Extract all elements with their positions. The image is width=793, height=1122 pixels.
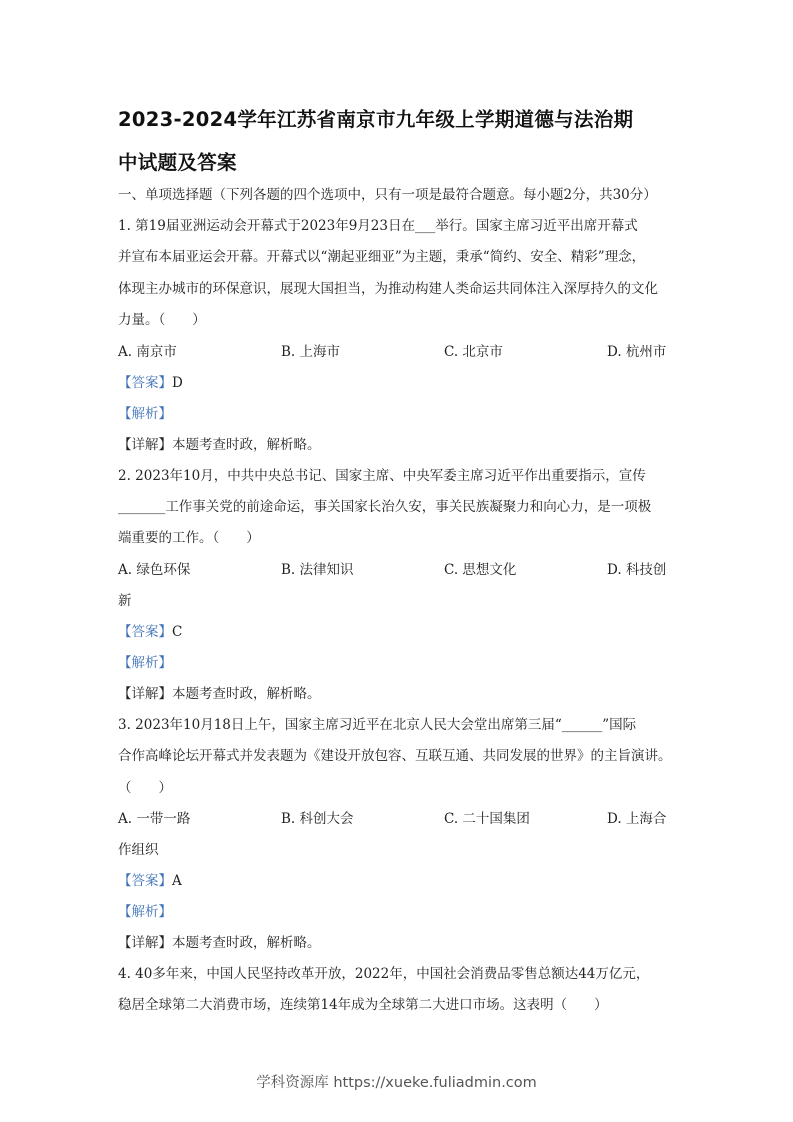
q1-stem-line: 1. 第19届亚洲运动会开幕式于2023年9月23日在___举行。国家主席习近平出席开幕式 — [118, 218, 638, 234]
q1-stem-line: 体现主办城市的环保意识，展现大国担当，为推动构建人类命运共同体注入深厚持久的文化 — [118, 281, 658, 297]
q2-stem-line: 2. 2023年10月，中共中央总书记、国家主席、中央军委主席习近平作出重要指示，宣传 — [118, 468, 646, 484]
section-heading: 一、单项选择题（下列各题的四个选项中，只有一项是最符合题意。每小题2分，共30分） — [118, 187, 657, 203]
q2-option-c: C. 思想文化 — [444, 562, 517, 578]
q2-stem-line: 端重要的工作。（ ） — [118, 530, 260, 546]
q3-detail — [118, 934, 688, 952]
q2-detail — [118, 685, 688, 703]
q3-stem-line: 3. 2023年10月18日上午，国家主席习近平在北京人民大会堂出席第三届“______”国际 — [118, 717, 637, 733]
q1-stem-line: 力量。（ ） — [118, 312, 206, 328]
q4-stem-line: 稳居全球第二大消费市场，连续第14年成为全球第二大进口市场。这表明（ ） — [118, 997, 608, 1013]
q2-answer — [118, 623, 688, 641]
q2-option-wrap: 新 — [118, 593, 132, 609]
q1-option-d: D. 杭州市 — [607, 344, 667, 360]
q2-analysis-tag: 【解析】 — [118, 655, 172, 671]
q3-answer — [118, 872, 688, 890]
detail-text: 本题考查时政，解析略。 — [172, 437, 321, 453]
q2-stem-line: _______工作事关党的前途命运，事关国家长治久安，事关民族凝聚力和向心力，是一项极 — [118, 499, 652, 515]
answer-value: A — [172, 873, 182, 889]
detail-tag: 【详解】 — [118, 686, 172, 702]
answer-value: D — [172, 375, 183, 391]
answer-value: C — [172, 624, 183, 640]
q3-option-d: D. 上海合 — [607, 811, 667, 827]
detail-text: 本题考查时政，解析略。 — [172, 935, 321, 951]
detail-text: 本题考查时政，解析略。 — [172, 686, 321, 702]
q1-detail — [118, 436, 688, 454]
q2-option-a: A. 绿色环保 — [118, 562, 191, 578]
answer-tag: 【答案】 — [118, 624, 172, 640]
q1-option-a: A. 南京市 — [118, 344, 177, 360]
q1-option-c: C. 北京市 — [444, 344, 503, 360]
detail-tag: 【详解】 — [118, 437, 172, 453]
answer-tag: 【答案】 — [118, 375, 172, 391]
q3-option-a: A. 一带一路 — [118, 811, 191, 827]
q1-analysis-tag: 【解析】 — [118, 406, 172, 422]
q3-stem-line: 合作高峰论坛开幕式并发表题为《建设开放包容、互联互通、共同发展的世界》的主旨演讲。 — [118, 748, 672, 764]
q3-option-c: C. 二十国集团 — [444, 811, 530, 827]
q4-stem-line: 4. 40多年来，中国人民坚持改革开放，2022年，中国社会消费品零售总额达44万亿元， — [118, 966, 650, 982]
detail-tag: 【详解】 — [118, 935, 172, 951]
document-title-line1: 2023-2024学年江苏省南京市九年级上学期道德与法治期 — [118, 108, 634, 131]
q3-stem-line: （ ） — [118, 780, 172, 796]
q3-option-b: B. 科创大会 — [281, 811, 354, 827]
document-title-line2: 中试题及答案 — [118, 151, 237, 174]
answer-tag: 【答案】 — [118, 873, 172, 889]
q3-option-wrap: 作组织 — [118, 842, 159, 858]
page-footer: 学科资源库 https://xueke.fuliadmin.com — [256, 1075, 537, 1091]
q2-option-d: D. 科技创 — [607, 562, 667, 578]
q2-option-b: B. 法律知识 — [281, 562, 354, 578]
q1-answer — [118, 374, 688, 392]
q3-analysis-tag: 【解析】 — [118, 904, 172, 920]
q1-stem-line: 并宣布本届亚运会开幕。开幕式以“潮起亚细亚”为主题，秉承“简约、安全、精彩”理念， — [118, 249, 646, 265]
q1-option-b: B. 上海市 — [281, 344, 341, 360]
